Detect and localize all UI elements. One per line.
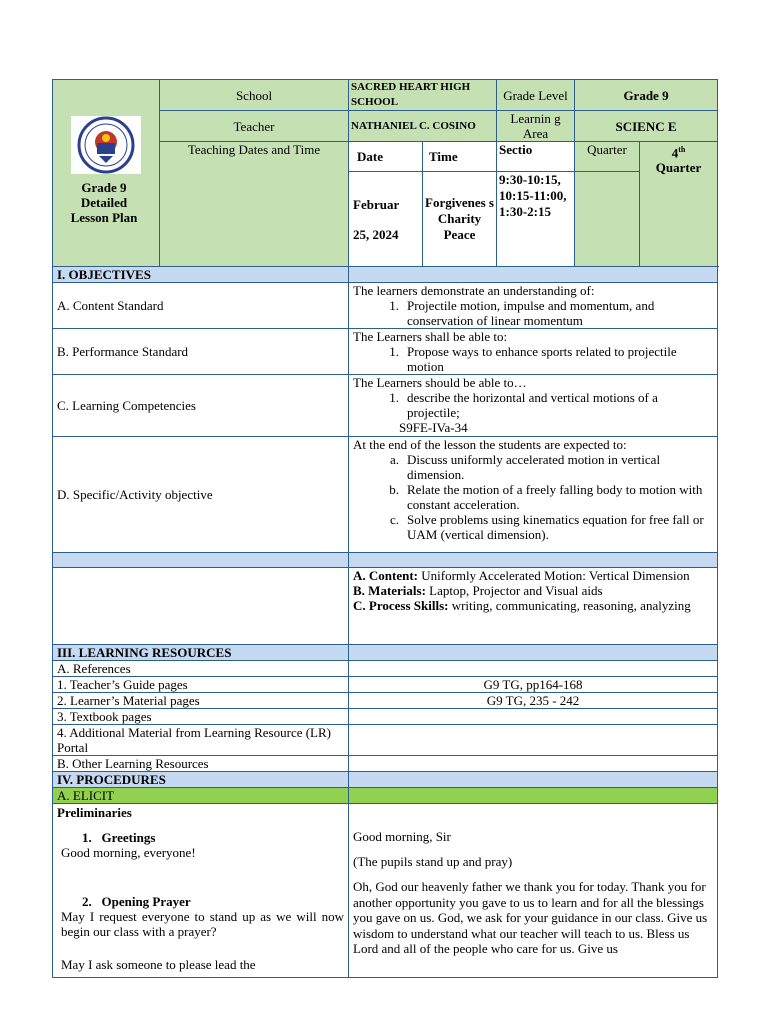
learning-area-label: Learnin g Area — [497, 111, 575, 142]
specific-intro: At the end of the lesson the students are expected to: — [353, 437, 627, 452]
elicit-heading-empty — [349, 788, 718, 804]
performance-standard-cell — [349, 329, 718, 375]
content-cell — [349, 568, 718, 645]
content-empty-cell — [53, 568, 349, 645]
grade-level-label: Grade Level — [497, 80, 575, 111]
list-item: a. Discuss uniformly accelerated motion in vertical dimension. — [389, 452, 661, 482]
date-label: Date — [349, 142, 423, 172]
greetings-heading: 1. Greetings — [82, 830, 156, 845]
specific-objective-label: D. Specific/Activity objective — [53, 437, 349, 553]
skills-value: writing, communicating, reasoning, analyzing — [451, 598, 691, 613]
competencies-intro: The Learners should be able to… — [353, 375, 527, 390]
competencies-cell — [349, 375, 718, 437]
competencies-label: C. Learning Competencies — [53, 375, 349, 437]
teacher-activity-cell — [53, 804, 349, 978]
prayer-student-action: (The pupils stand up and pray) — [353, 854, 513, 869]
content-label: A. Content: — [353, 568, 418, 583]
quarter-num: 4 — [671, 145, 679, 161]
quarter-value — [640, 142, 718, 267]
performance-standard-label: B. Performance Standard — [53, 329, 349, 375]
objectives-heading: I. OBJECTIVES — [53, 267, 349, 283]
references-empty — [349, 661, 718, 677]
grade-level-value: Grade 9 — [575, 80, 718, 111]
greetings-teacher: Good morning, everyone! — [61, 845, 196, 860]
teachers-guide-value: G9 TG, pp164-168 — [349, 677, 718, 693]
greetings-student: Good morning, Sir — [353, 829, 451, 844]
blank-row-right — [349, 553, 718, 568]
plan-title-cell — [53, 80, 160, 267]
textbook-label: 3. Textbook pages — [53, 709, 349, 725]
section-label: Sectio — [497, 142, 575, 172]
prayer-text: Oh, God our heavenly father we thank you for today. Thank you for another opportunity you gave to us to learn and for all the blessings you gave on us. God, we ask for your guidance in our class. Give us wisdom to understand what our teacher will teach to us. Bless us Lord and all of the people who care for us. Give us — [353, 879, 708, 956]
lesson-plan-table — [52, 266, 718, 978]
content-value: Uniformly Accelerated Motion: Vertical Dimension — [421, 568, 690, 583]
list-item: 1. Projectile motion, impulse and momentum, and conservation of linear momentum — [389, 298, 655, 328]
plan-title: Grade 9 Detailed Lesson Plan — [70, 180, 138, 225]
additional-material-empty — [349, 725, 718, 756]
learners-material-label: 2. Learner’s Material pages — [53, 693, 349, 709]
competencies-code: S9FE-IVa-34 — [399, 420, 468, 435]
procedures-heading: IV. PROCEDURES — [53, 772, 349, 788]
textbook-empty — [349, 709, 718, 725]
teacher-label: Teacher — [160, 111, 349, 142]
references-label: A. References — [53, 661, 349, 677]
prayer-teacher-2: May I ask someone to please lead the — [61, 957, 256, 972]
deped-seal-icon — [71, 116, 141, 174]
objectives-heading-empty — [349, 267, 718, 283]
learning-area-value: SCIENC E — [575, 111, 718, 142]
elicit-heading: A. ELICIT — [53, 788, 349, 804]
list-item: 1. Propose ways to enhance sports related to projectile motion — [389, 344, 677, 374]
prayer-heading: 2. Opening Prayer — [82, 894, 191, 909]
quarter-empty — [575, 172, 640, 267]
performance-intro: The Learners shall be able to: — [353, 329, 508, 344]
list-item: b. Relate the motion of a freely falling body to motion with constant acceleration. — [389, 482, 703, 512]
resources-heading: III. LEARNING RESOURCES — [53, 645, 349, 661]
quarter-word: Quarter — [655, 160, 702, 176]
date-value-2: 25, 2024 — [353, 226, 399, 242]
prayer-teacher: May I request everyone to stand up as we will now begin our class with a prayer? — [61, 909, 344, 939]
materials-value: Laptop, Projector and Visual aids — [429, 583, 603, 598]
time-value: Forgivenes s Charity Peace — [423, 172, 497, 267]
section-value: 9:30-10:15, 10:15-11:00, 1:30-2:15 — [497, 172, 575, 267]
list-item: 1. describe the horizontal and vertical motions of a projectile; — [389, 390, 658, 420]
content-standard-label: A. Content Standard — [53, 283, 349, 329]
school-label: School — [160, 80, 349, 111]
list-item: c. Solve problems using kinematics equation for free fall or UAM (vertical dimension). — [389, 512, 704, 542]
content-standard-intro: The learners demonstrate an understanding of: — [353, 283, 595, 298]
specific-objective-cell — [349, 437, 718, 553]
learners-material-value: G9 TG, 235 - 242 — [349, 693, 718, 709]
blank-row-left — [53, 553, 349, 568]
student-activity-cell — [349, 804, 718, 978]
other-resources-empty — [349, 756, 718, 772]
content-standard-cell — [349, 283, 718, 329]
school-value: SACRED HEART HIGH SCHOOL — [349, 80, 497, 111]
dates-label: Teaching Dates and Time — [160, 142, 349, 267]
other-resources-label: B. Other Learning Resources — [53, 756, 349, 772]
time-label: Time — [423, 142, 497, 172]
resources-heading-empty — [349, 645, 718, 661]
teacher-value: NATHANIEL C. COSINO — [349, 111, 497, 142]
date-value — [349, 172, 423, 267]
date-value-1: Februar — [353, 196, 400, 212]
quarter-label: Quarter — [575, 142, 640, 172]
preliminaries: Preliminaries — [57, 805, 132, 820]
procedures-heading-empty — [349, 772, 718, 788]
teachers-guide-label: 1. Teacher’s Guide pages — [53, 677, 349, 693]
quarter-sup: th — [678, 145, 686, 154]
skills-label: C. Process Skills: — [353, 598, 449, 613]
additional-material-label: 4. Additional Material from Learning Resource (LR) Portal — [53, 725, 349, 756]
header-table — [52, 79, 718, 267]
materials-label: B. Materials: — [353, 583, 426, 598]
